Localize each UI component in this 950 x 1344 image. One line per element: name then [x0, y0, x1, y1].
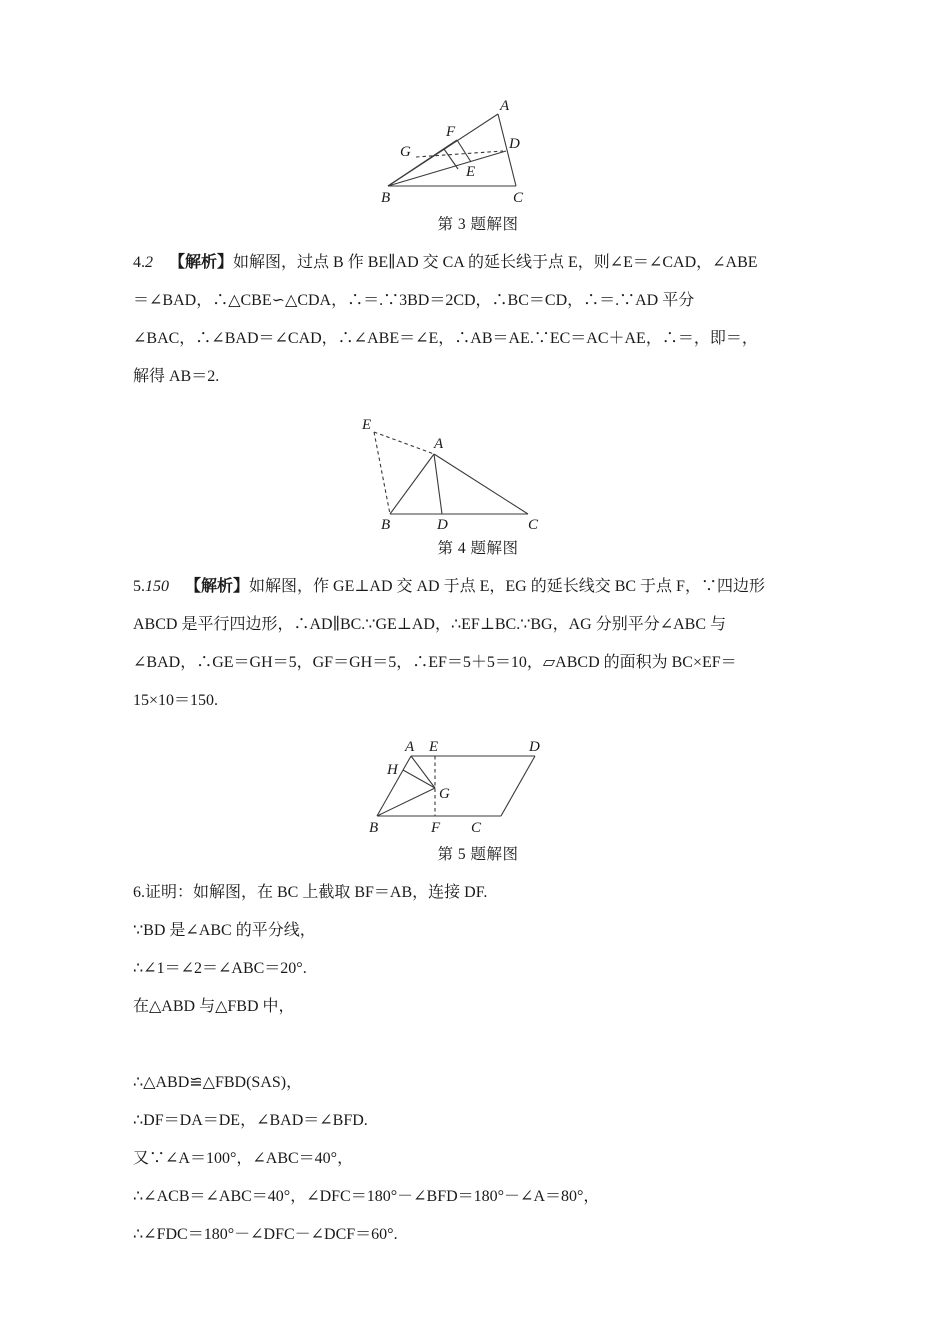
solution-4-line-4: [133, 358, 823, 396]
solution-5-line-2: [133, 606, 823, 644]
figure-3-label-G: G: [400, 144, 411, 160]
solution-6-body-5: ∴△ABD≌△FBD(SAS)，: [133, 1074, 303, 1091]
figure-3-label-A: A: [500, 98, 510, 114]
solution-5-body-3: ∠BAD，∴GE＝GH＝5，GF＝GH＝5，∴EF＝5＋5＝10，▱ABCD 的面积为 BC×EF＝: [133, 654, 737, 671]
solution-5-tag: 【解析】: [185, 578, 250, 595]
solution-6-body-4: 在△ABD 与△FBD 中，: [133, 998, 295, 1015]
solution-6: [133, 874, 823, 1254]
solution-4-line-2: [133, 282, 823, 320]
figure-5-label-E: E: [429, 739, 439, 755]
solution-6-line-8: [133, 1178, 823, 1216]
solution-6-line-7: [133, 1140, 823, 1178]
solution-5-line-3: [133, 644, 823, 682]
solution-6-line-4: [133, 988, 823, 1026]
solution-6-line-5: [133, 1064, 823, 1102]
solution-5-line-1: [133, 568, 823, 606]
solution-6-line-3: [133, 950, 823, 988]
solution-5-number: 5.: [133, 578, 145, 595]
figure-5-label-A: A: [405, 739, 415, 755]
figure-4: [133, 412, 823, 560]
figure-5-label-D: D: [529, 739, 540, 755]
solution-4-tag: 【解析】: [169, 254, 234, 271]
figure-4-drawing: [338, 412, 618, 530]
solution-6-line-9: [133, 1216, 823, 1254]
figure-5-label-G: G: [439, 786, 450, 802]
figure-4-label-D: D: [437, 517, 448, 530]
solution-6-line-1: [133, 874, 823, 912]
figure-4-caption: 第 4 题解图: [437, 540, 519, 557]
solution-6-body-3: ∴∠1＝∠2＝∠ABC＝20°.: [133, 960, 307, 977]
solution-6-body-1: 证明：如解图，在 BC 上截取 BF＝AB，连接 DF.: [145, 884, 488, 901]
figure-4-label-B: B: [381, 517, 391, 530]
solution-5: [133, 568, 823, 720]
solution-5-body-2: ABCD 是平行四边形，∴AD∥BC.∵GE⊥AD，∴EF⊥BC.∵BG，AG 分别平分∠ABC 与: [133, 616, 727, 633]
solution-6-body-8: ∴∠ACB＝∠ABC＝40°，∠DFC＝180°－∠BFD＝180°－∠A＝80°，: [133, 1188, 600, 1205]
solution-6-number: 6.: [133, 884, 145, 901]
solution-4-line-3: [133, 320, 823, 358]
solution-5-answer: 150: [145, 578, 169, 595]
solution-5-line-4: [133, 682, 823, 720]
figure-4-label-C: C: [528, 517, 539, 530]
solution-4-answer: 2: [145, 254, 153, 271]
figure-5-label-H: H: [387, 762, 398, 778]
figure-3-caption: 第 3 题解图: [437, 216, 519, 233]
figure-5-label-F: F: [431, 820, 441, 836]
solution-6-body-2: ∵BD 是∠ABC 的平分线，: [133, 922, 316, 939]
solution-6-body-9: ∴∠FDC＝180°－∠DFC－∠DCF＝60°.: [133, 1226, 398, 1243]
solution-6-line-2: [133, 912, 823, 950]
figure-5-label-B: B: [369, 820, 379, 836]
solution-6-body-7: 又∵∠A＝100°，∠ABC＝40°，: [133, 1150, 354, 1167]
solution-6-line-6: [133, 1102, 823, 1140]
solution-4-body-2: ＝∠BAD，∴△CBE∽△CDA，∴＝.∵3BD＝2CD，∴BC＝CD，∴＝.∵AD 平分: [133, 292, 695, 309]
figure-3-label-B: B: [381, 190, 391, 206]
figure-5-label-C: C: [471, 820, 482, 836]
figure-3-label-D: D: [509, 136, 520, 152]
figure-3-label-C: C: [513, 190, 524, 206]
figure-3-label-F: F: [446, 124, 456, 140]
figure-5: [133, 736, 823, 866]
solution-4-body-3: ∠BAC，∴∠BAD＝∠CAD，∴∠ABE＝∠E，∴AB＝AE.∵EC＝AC＋AE，∴＝，即＝，: [133, 330, 758, 347]
solution-6-blank-line: [133, 1026, 823, 1064]
figure-4-label-A: A: [434, 436, 444, 452]
solution-4-body-1: 如解图，过点 B 作 BE∥AD 交 CA 的延长线于点 E，则∠E＝∠CAD，∠ABE: [233, 254, 758, 271]
solution-6-body-6: ∴DF＝DA＝DE，∠BAD＝∠BFD.: [133, 1112, 368, 1129]
figure-5-drawing: [353, 736, 603, 836]
solution-4-number: 4.: [133, 254, 145, 271]
solution-5-body-4: 15×10＝150.: [133, 692, 219, 709]
figure-3-label-E: E: [466, 164, 476, 180]
solution-5-body-1: 如解图，作 GE⊥AD 交 AD 于点 E，EG 的延长线交 BC 于点 F，∵四边形: [249, 578, 765, 595]
page-content: [133, 96, 823, 1254]
figure-5-caption: 第 5 题解图: [437, 846, 519, 863]
figure-3-drawing: [348, 96, 608, 206]
solution-4: [133, 244, 823, 396]
figure-3: [133, 96, 823, 236]
solution-4-line-1: [133, 244, 823, 282]
figure-4-label-E: E: [362, 417, 372, 433]
solution-4-body-4: 解得 AB＝2.: [133, 368, 220, 385]
